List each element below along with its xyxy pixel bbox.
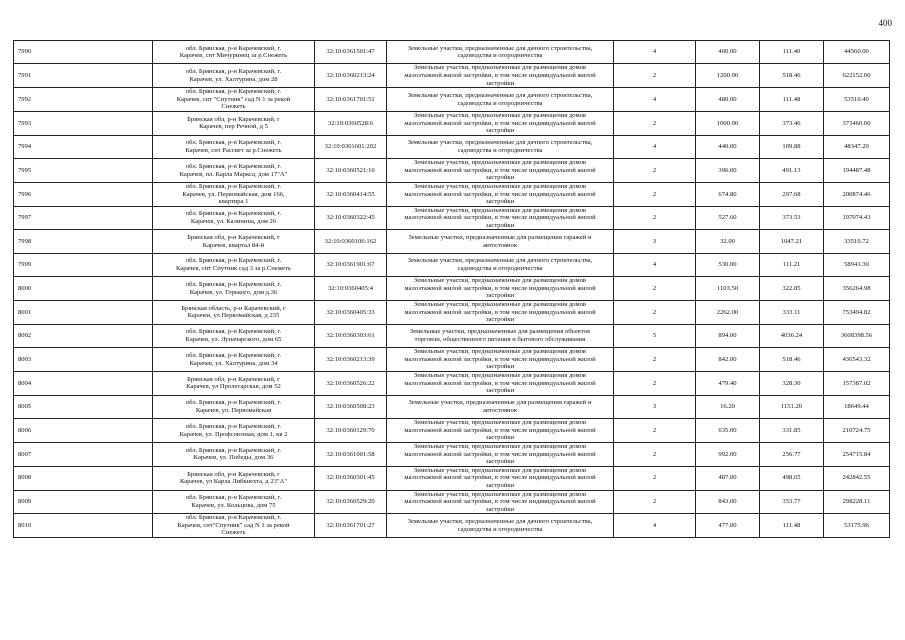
- area-cell: 894.00: [696, 324, 760, 347]
- area-cell: 440.00: [696, 135, 760, 158]
- use-group-cell: 3: [614, 230, 696, 253]
- area-cell: 527.60: [696, 206, 760, 230]
- address-cell: обл. Брянская, р-н Карачевский, г. Карачев, ул. Халтурина, дом 28: [153, 64, 315, 88]
- cadastral-value-cell: 18649.44: [824, 395, 890, 418]
- row-number-cell: 8003: [14, 348, 153, 372]
- table-row: [14, 230, 890, 253]
- table-row: [14, 490, 890, 514]
- row-number-cell: 7999: [14, 253, 153, 276]
- specific-value-cell: 491.13: [760, 159, 824, 183]
- specific-value-cell: 109.88: [760, 135, 824, 158]
- land-use-cell: Земельные участки, предназначенные для дачного строительства, садоводства и огородничества: [387, 88, 614, 112]
- area-cell: 16.20: [696, 395, 760, 418]
- table-row: [14, 442, 890, 466]
- area-cell: 1103.50: [696, 277, 760, 301]
- cadastral-number-cell: 32:10:0360303:61: [315, 324, 387, 347]
- cadastral-value-cell: 33510.72: [824, 230, 890, 253]
- use-group-cell: 2: [614, 301, 696, 325]
- land-use-cell: Земельные участки, предназначенные для размещения домов малоэтажной жилой застройки, в том числе индивидуальной жилой застройки: [387, 419, 614, 443]
- cadastral-number-cell: 32:10:0360528:6: [315, 111, 387, 135]
- table-row: [14, 514, 890, 538]
- use-group-cell: 4: [614, 41, 696, 64]
- specific-value-cell: 328.30: [760, 371, 824, 395]
- land-use-cell: Земельные участки, предназначенные для размещения домов малоэтажной жилой застройки, в том числе индивидуальной жилой застройки: [387, 206, 614, 230]
- table-row: [14, 277, 890, 301]
- cadastral-value-cell: 200874.46: [824, 182, 890, 206]
- address-cell: Брянская область, р-н Карачевский, г Карачев, ул Первомайская, д 235: [153, 301, 315, 325]
- table-body: [14, 41, 890, 538]
- area-cell: 396.00: [696, 159, 760, 183]
- row-number-cell: 7998: [14, 230, 153, 253]
- cadastral-value-cell: 622152.00: [824, 64, 890, 88]
- cadastral-value-cell: 58941.30: [824, 253, 890, 276]
- use-group-cell: 2: [614, 182, 696, 206]
- use-group-cell: 4: [614, 253, 696, 276]
- use-group-cell: 2: [614, 371, 696, 395]
- area-cell: 479.40: [696, 371, 760, 395]
- cadastral-value-cell: 298228.11: [824, 490, 890, 514]
- address-cell: обл. Брянская, р-н Карачевский, г. Карачев, снт"Спутник" сад N 1 за рекой Снежеть: [153, 514, 315, 538]
- address-cell: Брянская обл, р-н Карачевский, г Карачев, ул Карла Либкнехта, д 23"А": [153, 466, 315, 490]
- area-cell: 992.00: [696, 442, 760, 466]
- cadastral-number-cell: 32:10:0360508:23: [315, 395, 387, 418]
- address-cell: обл. Брянская, р-н Карачевский, г. Карачев, ул. Горького, дом д.36: [153, 277, 315, 301]
- cadastral-value-cell: 53510.40: [824, 88, 890, 112]
- table-row: [14, 41, 890, 64]
- cadastral-value-cell: 210724.75: [824, 419, 890, 443]
- land-use-cell: Земельные участки, предназначенные для размещения объектов торговли, общественного питания и бытового обслуживания: [387, 324, 614, 347]
- cadastral-value-cell: 254715.84: [824, 442, 890, 466]
- specific-value-cell: 322.85: [760, 277, 824, 301]
- specific-value-cell: 373.53: [760, 206, 824, 230]
- row-number-cell: 7995: [14, 159, 153, 183]
- row-number-cell: 8002: [14, 324, 153, 347]
- cadastral-number-cell: 32:10:0360526:22: [315, 371, 387, 395]
- specific-value-cell: 353.77: [760, 490, 824, 514]
- cadastral-number-cell: 32:10:0361701:51: [315, 88, 387, 112]
- table-row: [14, 182, 890, 206]
- land-use-cell: Земельные участки, предназначенные для размещения домов малоэтажной жилой застройки, в том числе индивидуальной жилой застройки: [387, 466, 614, 490]
- table-row: [14, 253, 890, 276]
- row-number-cell: 8000: [14, 277, 153, 301]
- address-cell: обл. Брянская, р-н Карачевский, г. Карачев, ул. Калинина, дом 26: [153, 206, 315, 230]
- area-cell: 843.00: [696, 490, 760, 514]
- use-group-cell: 2: [614, 159, 696, 183]
- land-use-cell: Земельные участки, предназначенные для дачного строительства, садоводства и огородничества: [387, 253, 614, 276]
- cadastral-value-cell: 48347.20: [824, 135, 890, 158]
- specific-value-cell: 1151.20: [760, 395, 824, 418]
- cadastral-value-cell: 436543.32: [824, 348, 890, 372]
- cadastral-value-cell: 194487.48: [824, 159, 890, 183]
- cadastral-number-cell: 32:10:0360405:4: [315, 277, 387, 301]
- area-cell: 674.80: [696, 182, 760, 206]
- table-row: [14, 348, 890, 372]
- use-group-cell: 2: [614, 490, 696, 514]
- address-cell: обл. Брянская, р-н Карачевский, г. Карачев, ул. Первомайская, дом 166, квартира 1: [153, 182, 315, 206]
- row-number-cell: 8009: [14, 490, 153, 514]
- cadastral-number-cell: 32:10:0361901:67: [315, 253, 387, 276]
- cadastral-number-cell: 32:10:0360405:33: [315, 301, 387, 325]
- address-cell: обл. Брянская, р-н Карачевский, г. Карачев, ул. Победы, дом 36: [153, 442, 315, 466]
- table-row: [14, 64, 890, 88]
- area-cell: 842.00: [696, 348, 760, 372]
- row-number-cell: 8007: [14, 442, 153, 466]
- area-cell: 1200.00: [696, 64, 760, 88]
- row-number-cell: 7991: [14, 64, 153, 88]
- specific-value-cell: 331.85: [760, 419, 824, 443]
- cadastral-number-cell: 32:10:0360414:55: [315, 182, 387, 206]
- land-use-cell: Земельные участки, предназначенные для размещения домов малоэтажной жилой застройки, в том числе индивидуальной жилой застройки: [387, 301, 614, 325]
- address-cell: Брянская обл, р-н Карачевский, г Карачев, пер Речной, д 5: [153, 111, 315, 135]
- area-cell: 480.00: [696, 88, 760, 112]
- area-cell: 2262.00: [696, 301, 760, 325]
- cadastral-number-cell: 32:10:0361601:202: [315, 135, 387, 158]
- land-use-cell: Земельные участки, предназначенные для размещения домов малоэтажной жилой застройки, в том числе индивидуальной жилой застройки: [387, 111, 614, 135]
- cadastral-number-cell: 32:10:0361701:27: [315, 514, 387, 538]
- specific-value-cell: 4036.24: [760, 324, 824, 347]
- row-number-cell: 8006: [14, 419, 153, 443]
- row-number-cell: 7993: [14, 111, 153, 135]
- cadastral-value-table: [13, 40, 890, 538]
- area-cell: 1000.00: [696, 111, 760, 135]
- use-group-cell: 5: [614, 324, 696, 347]
- use-group-cell: 2: [614, 348, 696, 372]
- row-number-cell: 7994: [14, 135, 153, 158]
- land-use-cell: Земельные участки, предназначенные для размещения гаражей и автостоянок: [387, 395, 614, 418]
- address-cell: обл. Брянская, р-н Карачевский, г. Карачев, снт Мичуринец за р.Снежеть: [153, 41, 315, 64]
- cadastral-value-cell: 197074.43: [824, 206, 890, 230]
- land-use-cell: Земельные участки, предназначенные для размещения домов малоэтажной жилой застройки, в том числе индивидуальной жилой застройки: [387, 277, 614, 301]
- address-cell: Брянская обл, р-н Карачевский, г Карачев, квартал 84-й: [153, 230, 315, 253]
- row-number-cell: 8001: [14, 301, 153, 325]
- use-group-cell: 2: [614, 111, 696, 135]
- specific-value-cell: 518.46: [760, 64, 824, 88]
- specific-value-cell: 518.46: [760, 348, 824, 372]
- specific-value-cell: 373.46: [760, 111, 824, 135]
- row-number-cell: 8010: [14, 514, 153, 538]
- cadastral-number-cell: 32:10:0360129:70: [315, 419, 387, 443]
- cadastral-number-cell: 32:10:0361501:47: [315, 41, 387, 64]
- table-row: [14, 135, 890, 158]
- cadastral-value-cell: 53175.96: [824, 514, 890, 538]
- specific-value-cell: 1047.21: [760, 230, 824, 253]
- table-row: [14, 206, 890, 230]
- address-cell: обл. Брянская, р-н Карачевский, г. Карачев, снт "Спутник" сад N 1 за рекой Снежеть: [153, 88, 315, 112]
- address-cell: обл. Брянская, р-н Карачевский, г. Карачев, снт Спутник сад 3 за р.Снежеть: [153, 253, 315, 276]
- table-row: [14, 111, 890, 135]
- specific-value-cell: 333.11: [760, 301, 824, 325]
- address-cell: Брянская обл, р-н Карачевский, г Карачев, ул Пролетарская, дом 52: [153, 371, 315, 395]
- cadastral-value-cell: 356264.98: [824, 277, 890, 301]
- use-group-cell: 2: [614, 419, 696, 443]
- specific-value-cell: 111.21: [760, 253, 824, 276]
- land-use-cell: Земельные участки, предназначенные для размещения домов малоэтажной жилой застройки, в том числе индивидуальной жилой застройки: [387, 182, 614, 206]
- cadastral-number-cell: 32:10:0360213:24: [315, 64, 387, 88]
- land-use-cell: Земельные участки, предназначенные для размещения гаражей и автостоянок: [387, 230, 614, 253]
- row-number-cell: 8008: [14, 466, 153, 490]
- land-use-cell: Земельные участки, предназначенные для размещения домов малоэтажной жилой застройки, в том числе индивидуальной жилой застройки: [387, 64, 614, 88]
- specific-value-cell: 498.65: [760, 466, 824, 490]
- address-cell: обл. Брянская, р-н Карачевский, г. Карачев, ул. Луначарского, дом 65: [153, 324, 315, 347]
- land-use-cell: Земельные участки, предназначенные для размещения домов малоэтажной жилой застройки, в том числе индивидуальной жилой застройки: [387, 490, 614, 514]
- area-cell: 400.00: [696, 41, 760, 64]
- use-group-cell: 4: [614, 135, 696, 158]
- specific-value-cell: 256.77: [760, 442, 824, 466]
- land-use-cell: Земельные участки, предназначенные для дачного строительства, садоводства и огородничества: [387, 135, 614, 158]
- use-group-cell: 2: [614, 64, 696, 88]
- address-cell: обл. Брянская, р-н Карачевский, г. Карачев, пл. Карла Маркса, дом 17"А": [153, 159, 315, 183]
- land-use-cell: Земельные участки, предназначенные для размещения домов малоэтажной жилой застройки, в том числе индивидуальной жилой застройки: [387, 348, 614, 372]
- cadastral-number-cell: 32:10:0360213:39: [315, 348, 387, 372]
- row-number-cell: 8004: [14, 371, 153, 395]
- table-row: [14, 371, 890, 395]
- cadastral-number-cell: 32:10:0360521:10: [315, 159, 387, 183]
- use-group-cell: 3: [614, 395, 696, 418]
- use-group-cell: 2: [614, 206, 696, 230]
- table-row: [14, 159, 890, 183]
- cadastral-value-cell: 753494.82: [824, 301, 890, 325]
- cadastral-number-cell: 32:10:0360106:162: [315, 230, 387, 253]
- land-use-cell: Земельные участки, предназначенные для размещения домов малоэтажной жилой застройки, в том числе индивидуальной жилой застройки: [387, 442, 614, 466]
- cadastral-value-cell: 44560.00: [824, 41, 890, 64]
- cadastral-number-cell: 32:10:0361001:58: [315, 442, 387, 466]
- address-cell: обл. Брянская, р-н Карачевский, г. Карачев, снт Рассвет за р.Снежеть: [153, 135, 315, 158]
- address-cell: обл. Брянская, р-н Карачевский, г. Карачев, ул. Первомайская: [153, 395, 315, 418]
- address-cell: обл. Брянская, р-н Карачевский, г. Карачев, ул. Профсоюзная, дом 1, кв 2: [153, 419, 315, 443]
- specific-value-cell: 297.68: [760, 182, 824, 206]
- table-row: [14, 88, 890, 112]
- cadastral-value-cell: 157387.02: [824, 371, 890, 395]
- area-cell: 487.00: [696, 466, 760, 490]
- table-row: [14, 419, 890, 443]
- use-group-cell: 2: [614, 277, 696, 301]
- table-row: [14, 301, 890, 325]
- cadastral-number-cell: 32:10:0360529:20: [315, 490, 387, 514]
- row-number-cell: 7996: [14, 182, 153, 206]
- area-cell: 477.00: [696, 514, 760, 538]
- table-row: [14, 324, 890, 347]
- area-cell: 635.00: [696, 419, 760, 443]
- table-row: [14, 466, 890, 490]
- cadastral-number-cell: 32:10:0360301:45: [315, 466, 387, 490]
- area-cell: 32.00: [696, 230, 760, 253]
- row-number-cell: 8005: [14, 395, 153, 418]
- use-group-cell: 2: [614, 442, 696, 466]
- use-group-cell: 4: [614, 514, 696, 538]
- row-number-cell: 7997: [14, 206, 153, 230]
- row-number-cell: 7990: [14, 41, 153, 64]
- land-use-cell: Земельные участки, предназначенные для дачного строительства, садоводства и огородничества: [387, 514, 614, 538]
- area-cell: 530.00: [696, 253, 760, 276]
- land-use-cell: Земельные участки, предназначенные для размещения домов малоэтажной жилой застройки, в том числе индивидуальной жилой застройки: [387, 371, 614, 395]
- land-use-cell: Земельные участки, предназначенные для дачного строительства, садоводства и огородничества: [387, 41, 614, 64]
- row-number-cell: 7992: [14, 88, 153, 112]
- cadastral-number-cell: 32:10:0360322:45: [315, 206, 387, 230]
- cadastral-value-cell: 373460.00: [824, 111, 890, 135]
- address-cell: обл. Брянская, р-н Карачевский, г. Карачев, ул. Кольцова, дом 75: [153, 490, 315, 514]
- table-row: [14, 395, 890, 418]
- use-group-cell: 4: [614, 88, 696, 112]
- land-use-cell: Земельные участки, предназначенные для размещения домов малоэтажной жилой застройки, в том числе индивидуальной жилой застройки: [387, 159, 614, 183]
- cadastral-value-cell: 3608398.56: [824, 324, 890, 347]
- specific-value-cell: 111.48: [760, 88, 824, 112]
- use-group-cell: 2: [614, 466, 696, 490]
- address-cell: обл. Брянская, р-н Карачевский, г. Карачев, ул. Халтурина, дом 34: [153, 348, 315, 372]
- specific-value-cell: 111.40: [760, 41, 824, 64]
- specific-value-cell: 111.48: [760, 514, 824, 538]
- page-number: 400: [878, 18, 892, 28]
- cadastral-value-cell: 242842.55: [824, 466, 890, 490]
